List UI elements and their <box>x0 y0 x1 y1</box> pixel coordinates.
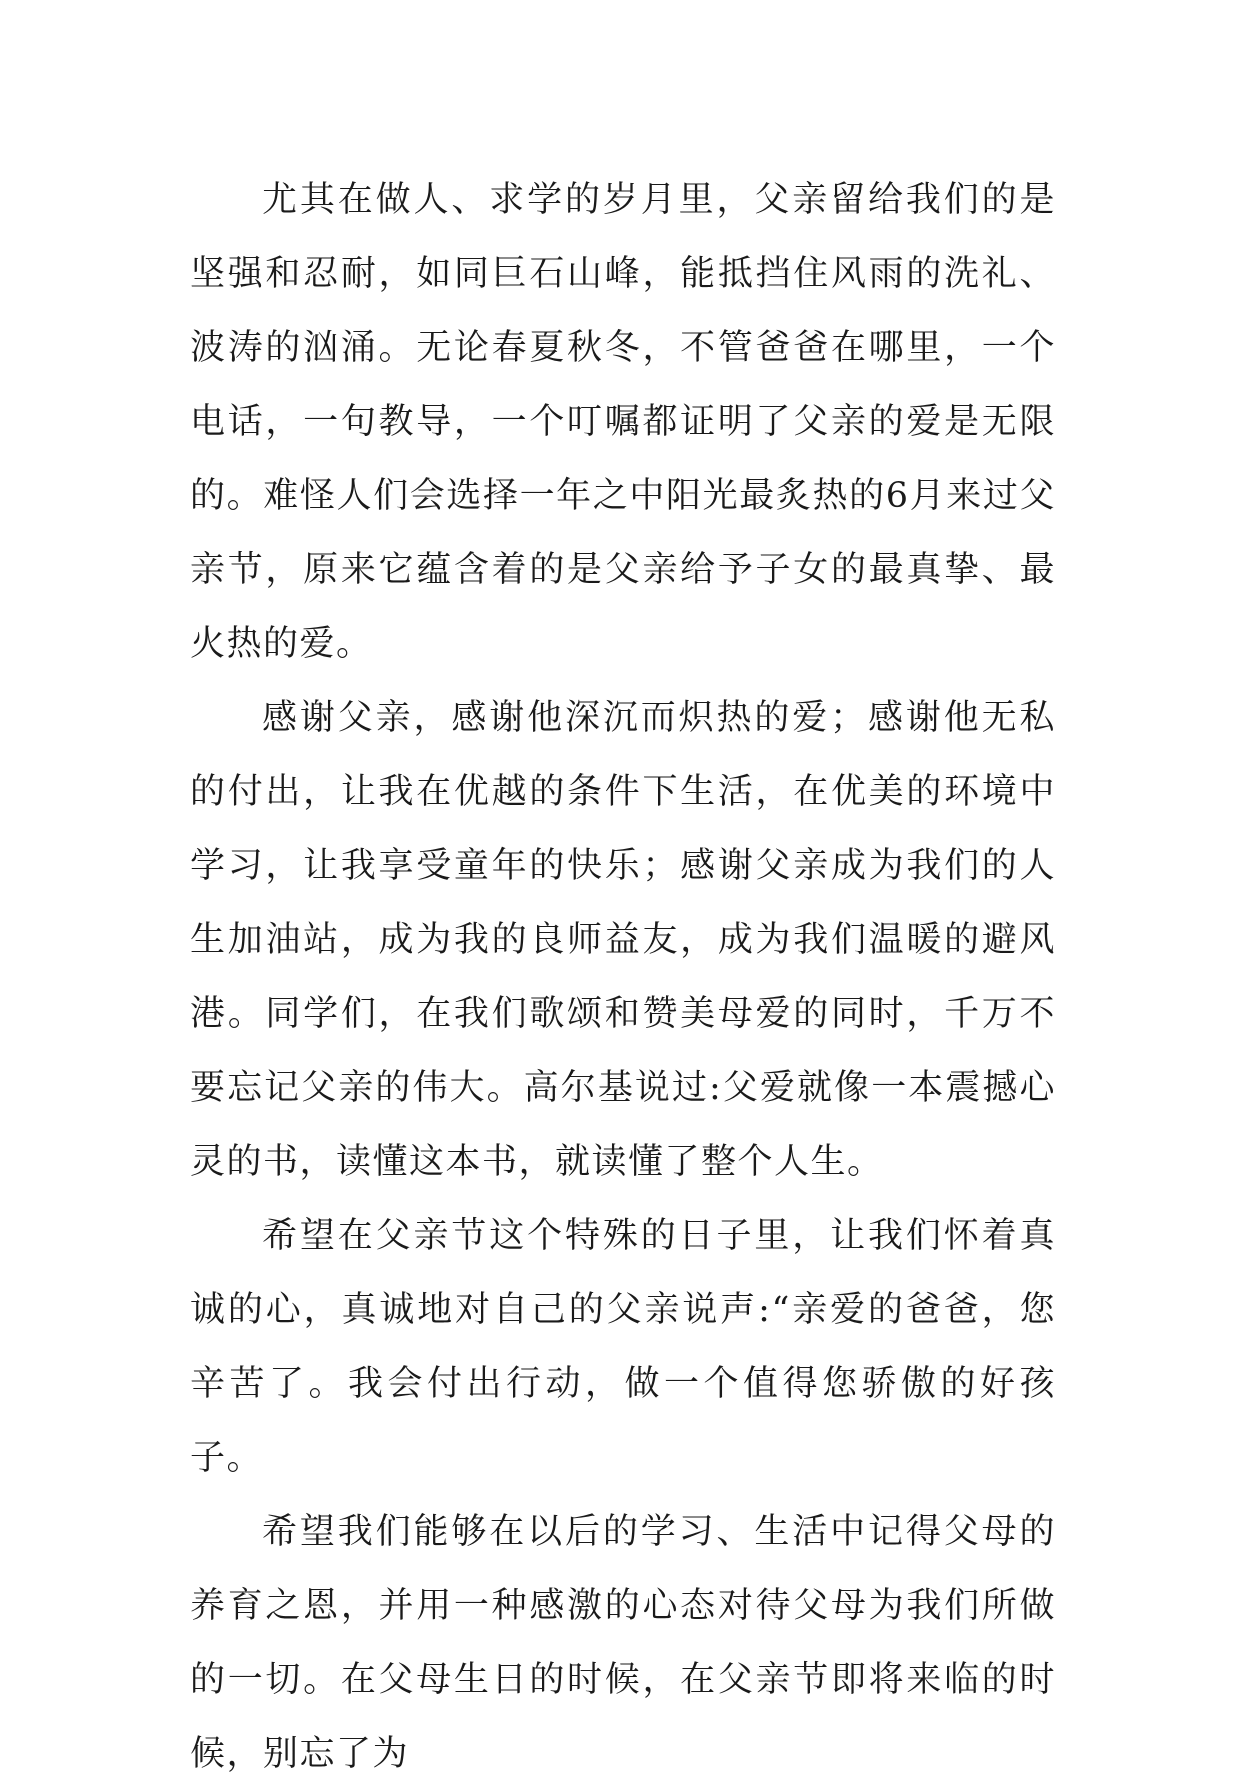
paragraph-3: 希望在父亲节这个特殊的日子里，让我们怀着真诚的心，真诚地对自己的父亲说声:“亲爱的爸爸，您辛苦了。我会付出行动，做一个值得您骄傲的好孩子。 <box>190 1216 1056 1478</box>
paragraph-4: 希望我们能够在以后的学习、生活中记得父母的养育之恩，并用一种感激的心态对待父母为我们所做的一切。在父母生日的时候，在父亲节即将来临的时候，别忘了为 <box>190 1512 1056 1774</box>
paragraph-1: 尤其在做人、求学的岁月里，父亲留给我们的是坚强和忍耐，如同巨石山峰，能抵挡住风雨的洗礼、波涛的汹涌。无论春夏秋冬，不管爸爸在哪里，一个电话，一句教导，一个叮嘱都证明了父亲的爱是无限的。难怪人们会选择一年之中阳光最炙热的6月来过父亲节，原来它蕴含着的是父亲给予子女的最真挚、最火热的爱。 <box>190 180 1056 664</box>
paragraph-2: 感谢父亲，感谢他深沉而炽热的爱；感谢他无私的付出，让我在优越的条件下生活，在优美的环境中学习，让我享受童年的快乐；感谢父亲成为我们的人生加油站，成为我的良师益友，成为我们温暖的避风港。同学们，在我们歌颂和赞美母爱的同时，千万不要忘记父亲的伟大。高尔基说过:父爱就像一本震撼心灵的书，读懂这本书，就读懂了整个人生。 <box>190 698 1056 1182</box>
document-body <box>190 163 1056 1791</box>
